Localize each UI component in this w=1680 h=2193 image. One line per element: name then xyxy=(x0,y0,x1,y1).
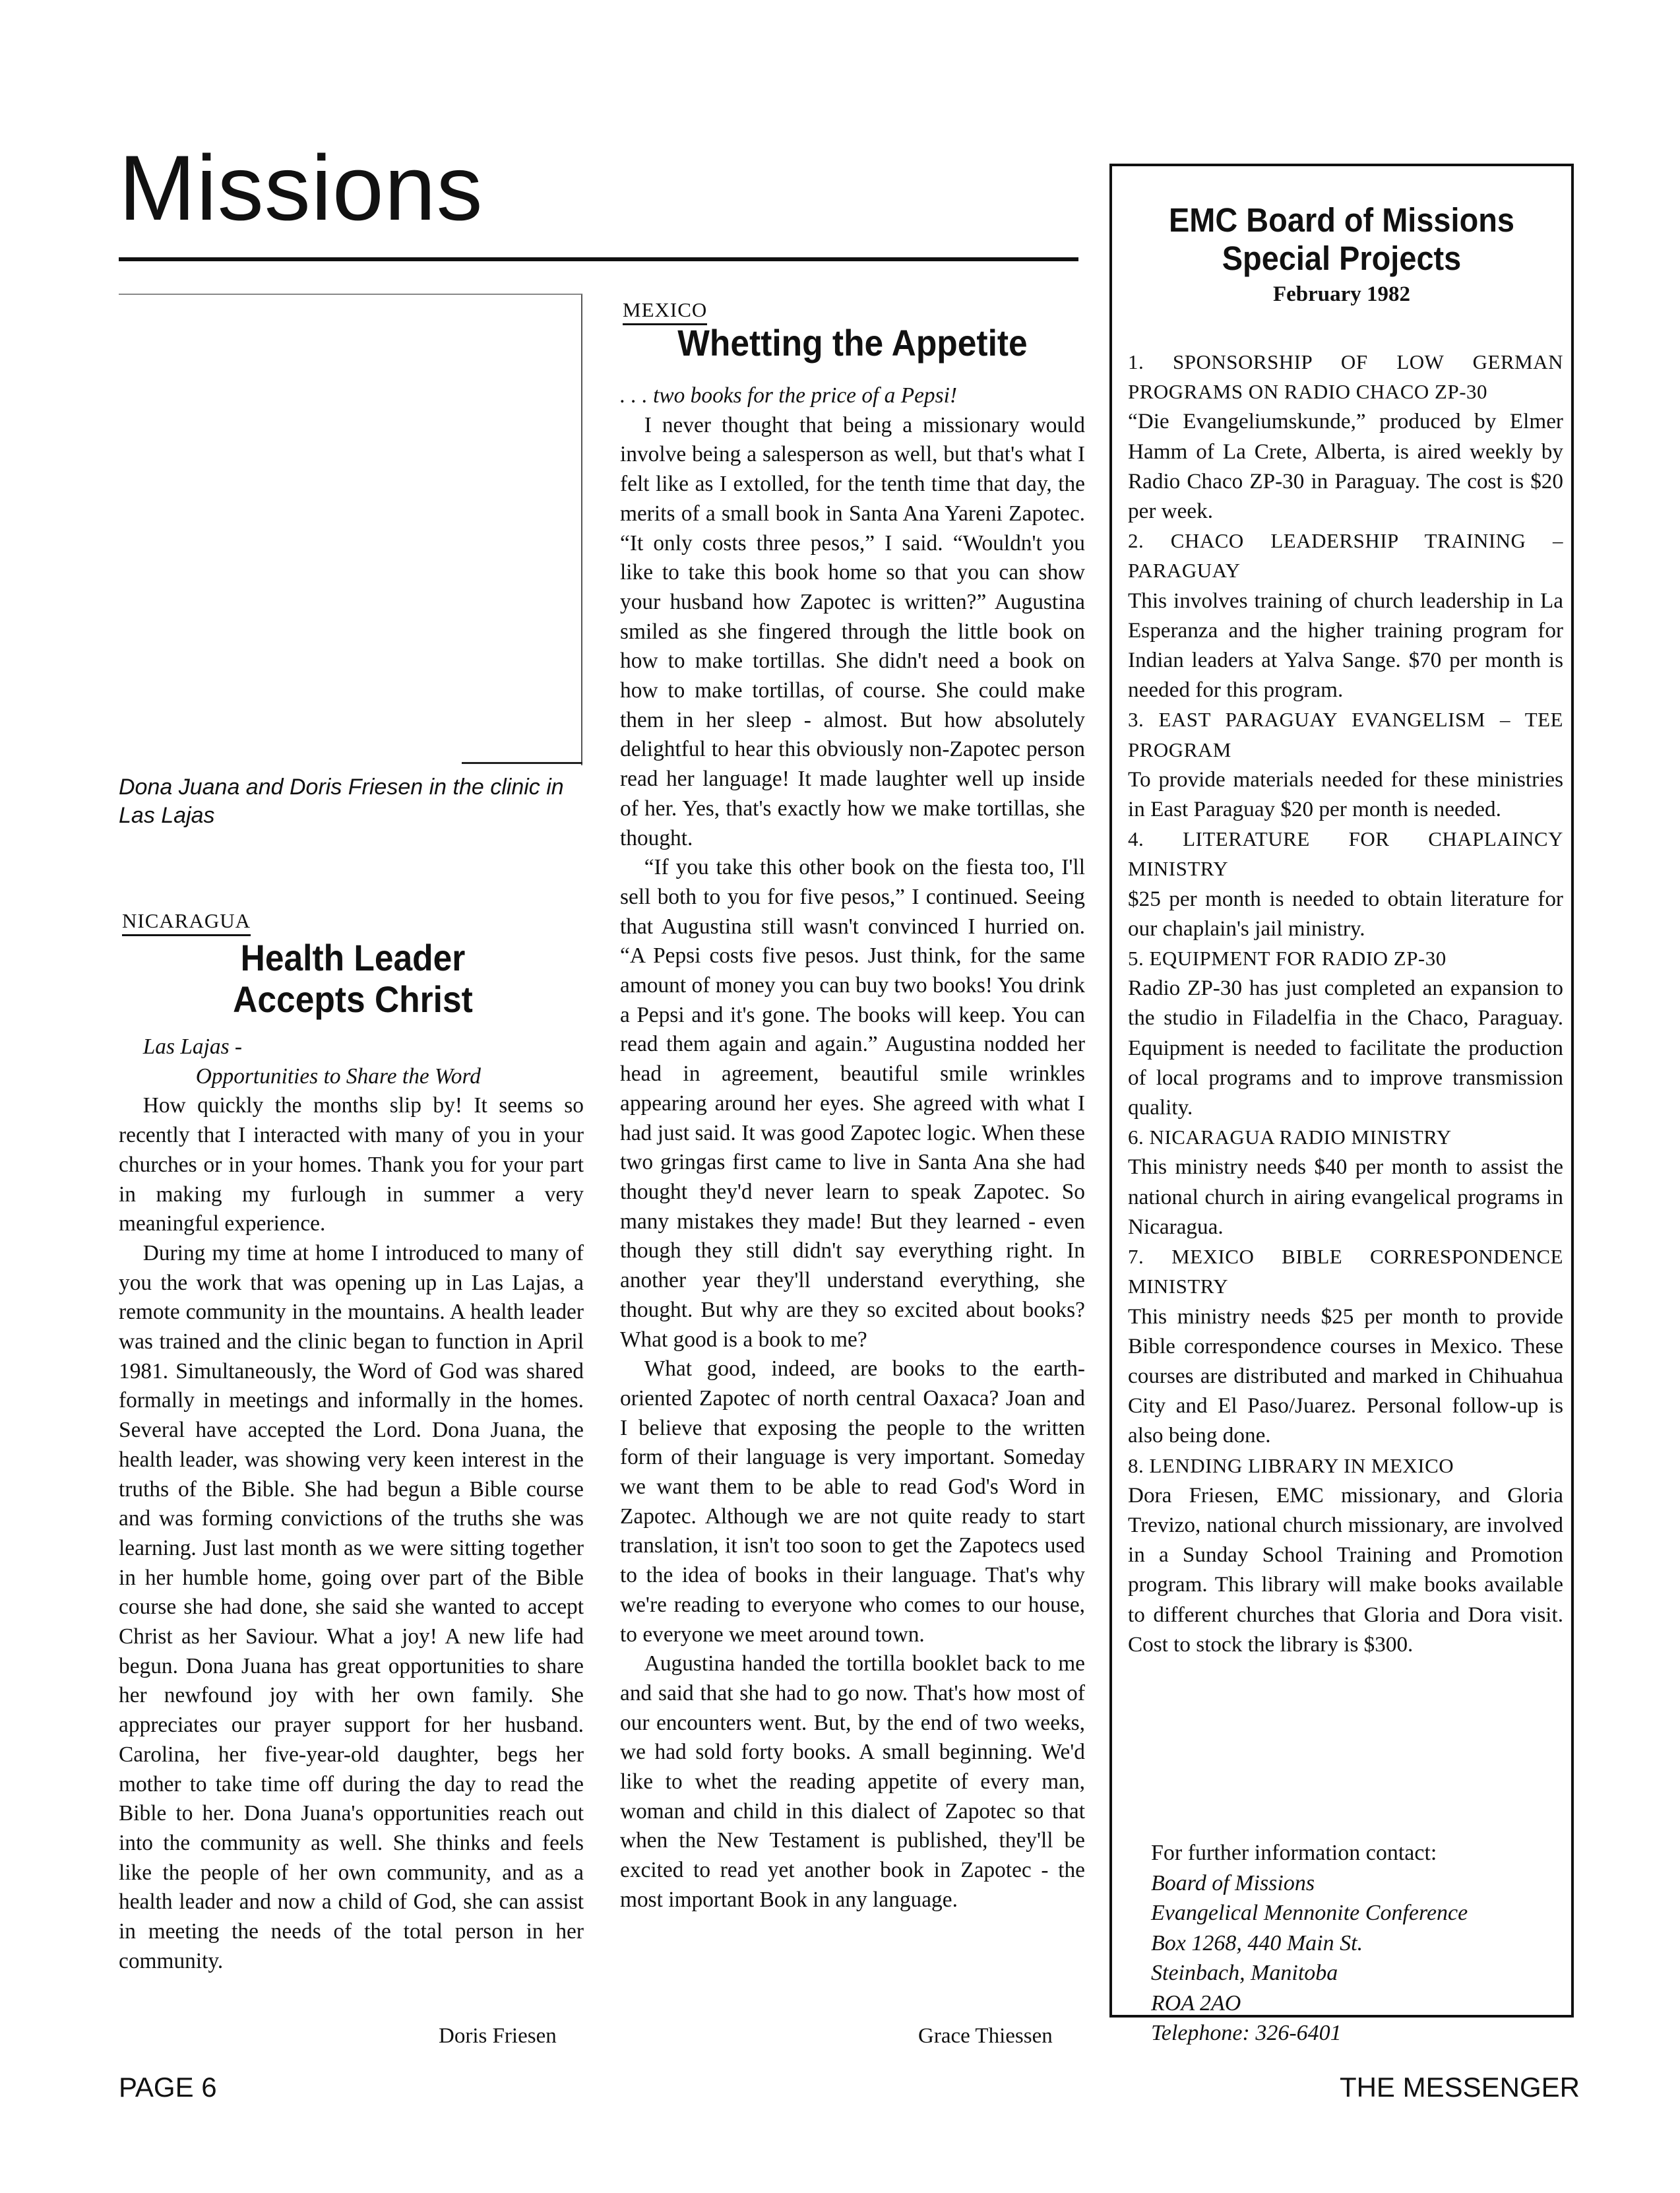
photo-frame-corner xyxy=(462,762,582,764)
contact-postal: ROA 2AO xyxy=(1151,1990,1241,2016)
nicaragua-headline xyxy=(137,937,568,1021)
project-text: “Die Evangeliumskunde,” produced by Elmer Hamm of La Crete, Alberta, is aired weekly by Radio Chaco ZP-30 in Paraguay. The cost is $20 per week. xyxy=(1128,409,1563,524)
contact-conference: Evangelical Mennonite Conference xyxy=(1151,1901,1468,1925)
special-projects-title-line1: EMC Board of Missions xyxy=(1169,201,1514,239)
mexico-kicker: MEXICO xyxy=(623,298,707,325)
publication-name: THE MESSENGER xyxy=(1339,2072,1580,2103)
contact-telephone: Telephone: 326-6401 xyxy=(1151,2021,1342,2045)
nicaragua-kicker: NICARAGUA xyxy=(122,909,251,936)
nicaragua-subtitle: Opportunities to Share the Word xyxy=(195,1064,481,1089)
mexico-subtitle: . . . two books for the price of a Pepsi! xyxy=(620,383,958,408)
nicaragua-body xyxy=(119,1033,584,1977)
contact-city: Steinbach, Manitoba xyxy=(1151,1961,1338,1985)
nicaragua-headline-line1: Health Leader xyxy=(240,937,466,978)
nicaragua-byline: Doris Friesen xyxy=(439,2024,557,2048)
special-projects-date: February 1982 xyxy=(1272,282,1411,306)
nicaragua-dateline: Las Lajas - xyxy=(142,1034,243,1059)
special-projects-list xyxy=(1128,347,1563,1659)
contact-org: Board of Missions xyxy=(1151,1870,1315,1895)
project-text: This involves training of church leadership in La Esperanza and the higher training program for Indian leaders at Yalva Sange. $70 per month is needed for this program. xyxy=(1128,588,1563,703)
project-heading: 1. SPONSORSHIP OF LOW GERMAN PROGRAMS ON RADIO CHACO ZP-30 xyxy=(1128,350,1563,404)
project-heading: 3. EAST PARAGUAY EVANGELISM – TEE PROGRAM xyxy=(1128,708,1563,761)
page-number: PAGE 6 xyxy=(119,2072,217,2103)
project-heading: 7. MEXICO BIBLE CORRESPONDENCE MINISTRY xyxy=(1128,1245,1563,1298)
project-heading: 6. NICARAGUA RADIO MINISTRY xyxy=(1128,1126,1452,1149)
mexico-paragraph-1: I never thought that being a missionary would involve being a salesperson as well, but that's what I felt like as I extolled, for the tenth time that day, the merits of a small book in Santa Ana Yareni Zapotec. “It only costs three pesos,” I said. “Wouldn't you like to take this book home so that you can show your husband how Zapotec is written?” Augustina smiled as she fingered through the little book on how to make tortillas. She didn't need a book on how to make tortillas, of course. She could make them in her sleep - almost. But how absolutely delightful to hear this obviously non-Zapotec person read her language! It made laughter well up inside of her. Yes, that's exactly how we make tortillas, she thought. xyxy=(620,412,1085,850)
project-heading: 2. CHACO LEADERSHIP TRAINING – PARAGUAY xyxy=(1128,529,1563,583)
mexico-body xyxy=(620,381,1085,1915)
project-text: Radio ZP-30 has just completed an expansion to the studio in Filadelfia in the Chaco, Paraguay. Equipment is needed to facilitate the production of local programs and to improve transmission quality. xyxy=(1128,976,1563,1120)
contact-block xyxy=(1151,1838,1560,2049)
special-projects-title-line2: Special Projects xyxy=(1222,239,1462,278)
nicaragua-headline-line2: Accepts Christ xyxy=(233,978,473,1021)
project-heading: 5. EQUIPMENT FOR RADIO ZP-30 xyxy=(1128,947,1447,970)
contact-intro: For further information contact: xyxy=(1151,1841,1437,1865)
mexico-headline: Whetting the Appetite xyxy=(677,322,1028,364)
special-projects-title xyxy=(1131,201,1553,278)
masthead-rule xyxy=(119,257,1078,261)
project-text: This ministry needs $40 per month to assist the national church in airing evangelical programs in Nicaragua. xyxy=(1128,1155,1563,1239)
project-text: To provide materials needed for these ministries in East Paraguay $20 per month is needed. xyxy=(1128,767,1563,822)
project-text: Dora Friesen, EMC missionary, and Gloria Trevizo, national church missionary, are involved in a Sunday School Training and Promotion program. This library will make books available to different churches that Gloria and Dora visit. Cost to stock the library is $300. xyxy=(1128,1482,1563,1657)
nicaragua-paragraph-1: How quickly the months slip by! It seems so recently that I interacted with many of you in your churches or in your homes. Thank you for your part in making my furlough in summer a very meaningful experience. xyxy=(119,1093,584,1236)
nicaragua-paragraph-2: During my time at home I introduced to many of you the work that was opening up in Las Lajas, a remote community in the mountains. A health leader was trained and the clinic began to function in April 1981. Simultaneously, the Word of God was shared formally in meetings and informally in the homes. Several have accepted the Lord. Dona Juana, the health leader, was showing very keen interest in the truths of the Bible. She had begun a Bible course and was forming convictions of the truths she was learning. Just last month as we were sitting together in her humble home, going over part of the Bible course she had done, she said she wanted to accept Christ as her Saviour. What a joy! A new life had begun. Dona Juana has great opportunities to share her newfound joy with her own family. She appreciates our prayer support for her husband. Carolina, her five-year-old daughter, begs her mother to take time off during the day to read the Bible to her. Dona Juana's opportunities reach out into the community as well. She thinks and feels like the people of her own community, and as a health leader and now a child of God, she can assist in meeting the needs of the total person in her community. xyxy=(119,1240,584,1973)
project-text: This ministry needs $25 per month to provide Bible correspondence courses in Mexico. These courses are distributed and marked in Chihuahua City and El Paso/Juarez. Personal follow-up is also being done. xyxy=(1128,1304,1563,1448)
mexico-paragraph-2: “If you take this other book on the fiesta too, I'll sell both to you for five pesos,” I continued. Seeing that Augustina still wasn't convinced I hurried on. “A Pepsi costs five pesos. Just think, for the same amount of money you can buy two books! You drink a Pepsi and it's gone. The books will keep. You can read them again and again.” Augustina nodded her head in agreement, beautiful smile wrinkles appearing around her eyes. She agreed with what I had just said. It was good Zapotec logic. When these two gringas first came to live in Santa Ana she had thought they'd never learn to speak Zapotec. So many mistakes they made! But they learned - even though they still didn't say everything right. In another year they'll understand everything, she thought. But why are they so excited about books? What good is a book to me? xyxy=(620,855,1085,1352)
project-text: $25 per month is needed to obtain literature for our chaplain's jail ministry. xyxy=(1128,886,1563,941)
contact-address: Box 1268, 440 Main St. xyxy=(1151,1930,1363,1955)
masthead-title: Missions xyxy=(119,136,483,239)
mexico-byline: Grace Thiessen xyxy=(918,2024,1053,2048)
photo-frame xyxy=(119,294,582,765)
project-heading: 4. LITERATURE FOR CHAPLAINCY MINISTRY xyxy=(1128,827,1563,881)
mexico-paragraph-3: What good, indeed, are books to the earth-oriented Zapotec of north central Oaxaca? Joan and I believe that exposing the people to the written form of their language is very important. Someday we want them to be able to read God's Word in Zapotec. Although we are not quite ready to start translation, it isn't too soon to get the Zapotecs used to the idea of books in their language. That's why we're reading to everyone who comes to our house, to everyone we meet around town. xyxy=(620,1356,1085,1647)
mexico-paragraph-4: Augustina handed the tortilla booklet back to me and said that she had to go now. That's how most of our encounters went. But, by the end of two weeks, we had sold forty books. A small beginning. We'd like to whet the reading appetite of every man, woman and child in this dialect of Zapotec so that when the New Testament is published, they'll be excited to read yet another book in Zapotec - the most important Book in any language. xyxy=(620,1651,1085,1912)
photo-caption: Dona Juana and Doris Friesen in the clinic in Las Lajas xyxy=(119,775,564,828)
project-heading: 8. LENDING LIBRARY IN MEXICO xyxy=(1128,1453,1454,1477)
